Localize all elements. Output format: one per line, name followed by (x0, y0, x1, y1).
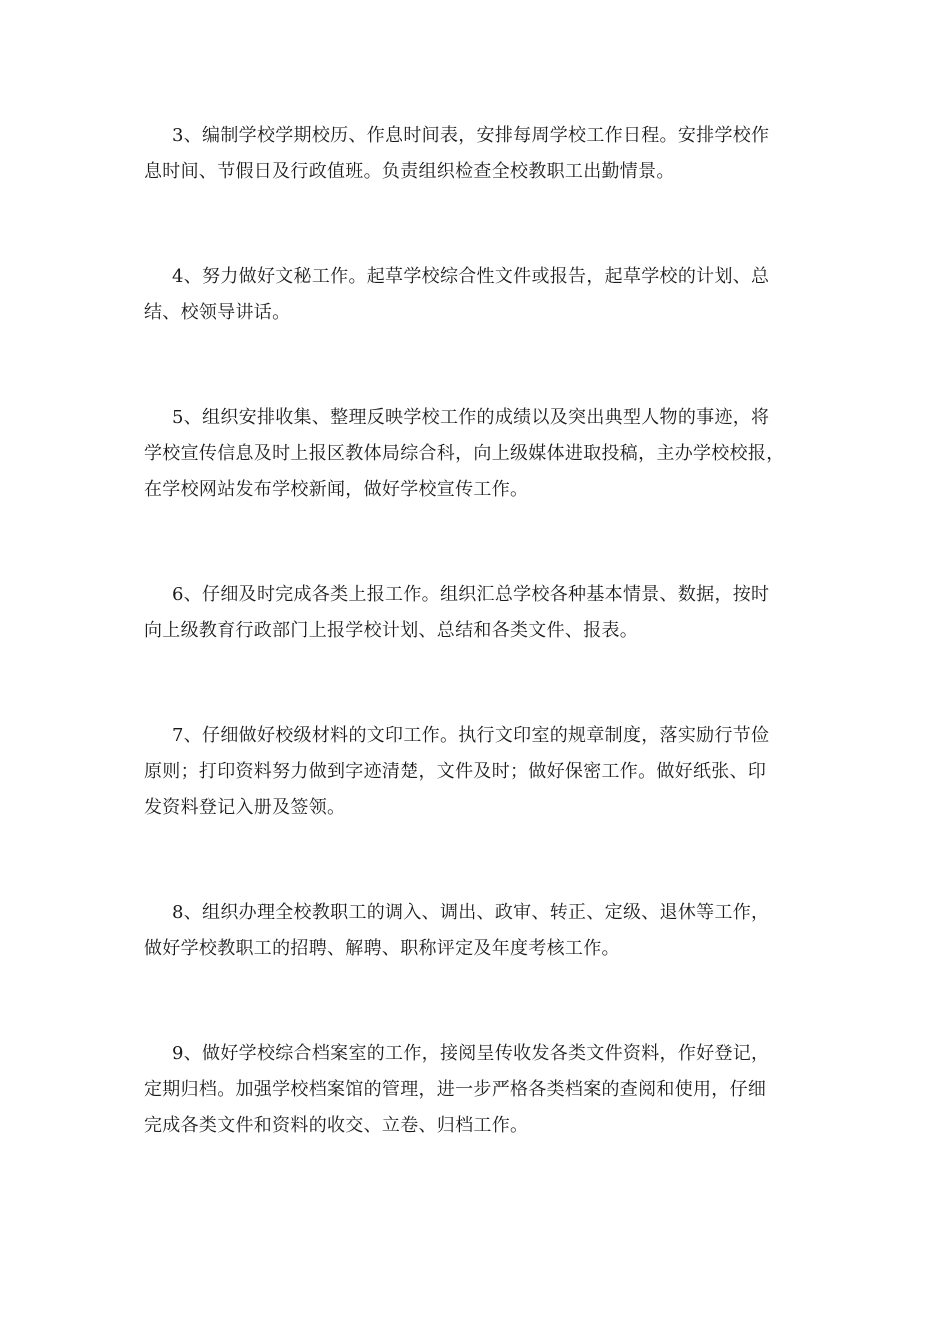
paragraph-line: 5、组织安排收集、整理反映学校工作的成绩以及突出典型人物的事迹，将 (172, 407, 770, 428)
paragraph-item-3 (144, 118, 810, 190)
paragraph-line: 8、组织办理全校教职工的调入、调出、政审、转正、定级、退休等工作， (172, 902, 770, 923)
paragraph-item-5 (144, 400, 810, 508)
paragraph-line: 6、仔细及时完成各类上报工作。组织汇总学校各种基本情景、数据，按时 (172, 584, 770, 605)
paragraph-line: 在学校网站发布学校新闻，做好学校宣传工作。 (144, 479, 529, 500)
paragraph-item-8 (144, 895, 810, 967)
paragraph-line: 结、校领导讲话。 (144, 302, 291, 323)
paragraph-line: 学校宣传信息及时上报区教体局综合科，向上级媒体进取投稿，主办学校校报， (144, 443, 785, 464)
paragraph-line: 发资料登记入册及签领。 (144, 797, 346, 818)
paragraph-line: 7、仔细做好校级材料的文印工作。执行文印室的规章制度，落实励行节俭 (172, 725, 770, 746)
paragraph-line: 4、努力做好文秘工作。起草学校综合性文件或报告，起草学校的计划、总 (172, 266, 770, 287)
paragraph-item-7 (144, 718, 810, 826)
paragraph-line: 息时间、节假日及行政值班。负责组织检查全校教职工出勤情景。 (144, 161, 675, 182)
paragraph-line: 完成各类文件和资料的收交、立卷、归档工作。 (144, 1115, 529, 1136)
paragraph-line: 原则；打印资料努力做到字迹清楚，文件及时；做好保密工作。做好纸张、印 (144, 761, 767, 782)
paragraph-item-9 (144, 1036, 810, 1144)
paragraph-line: 向上级教育行政部门上报学校计划、总结和各类文件、报表。 (144, 620, 639, 641)
paragraph-line: 定期归档。加强学校档案馆的管理，进一步严格各类档案的查阅和使用，仔细 (144, 1079, 767, 1100)
paragraph-line: 3、编制学校学期校历、作息时间表，安排每周学校工作日程。安排学校作 (172, 125, 770, 146)
paragraph-line: 做好学校教职工的招聘、解聘、职称评定及年度考核工作。 (144, 938, 620, 959)
paragraph-item-4 (144, 259, 810, 331)
paragraph-item-6 (144, 577, 810, 649)
paragraph-line: 9、做好学校综合档案室的工作，接阅呈传收发各类文件资料，作好登记， (172, 1043, 770, 1064)
